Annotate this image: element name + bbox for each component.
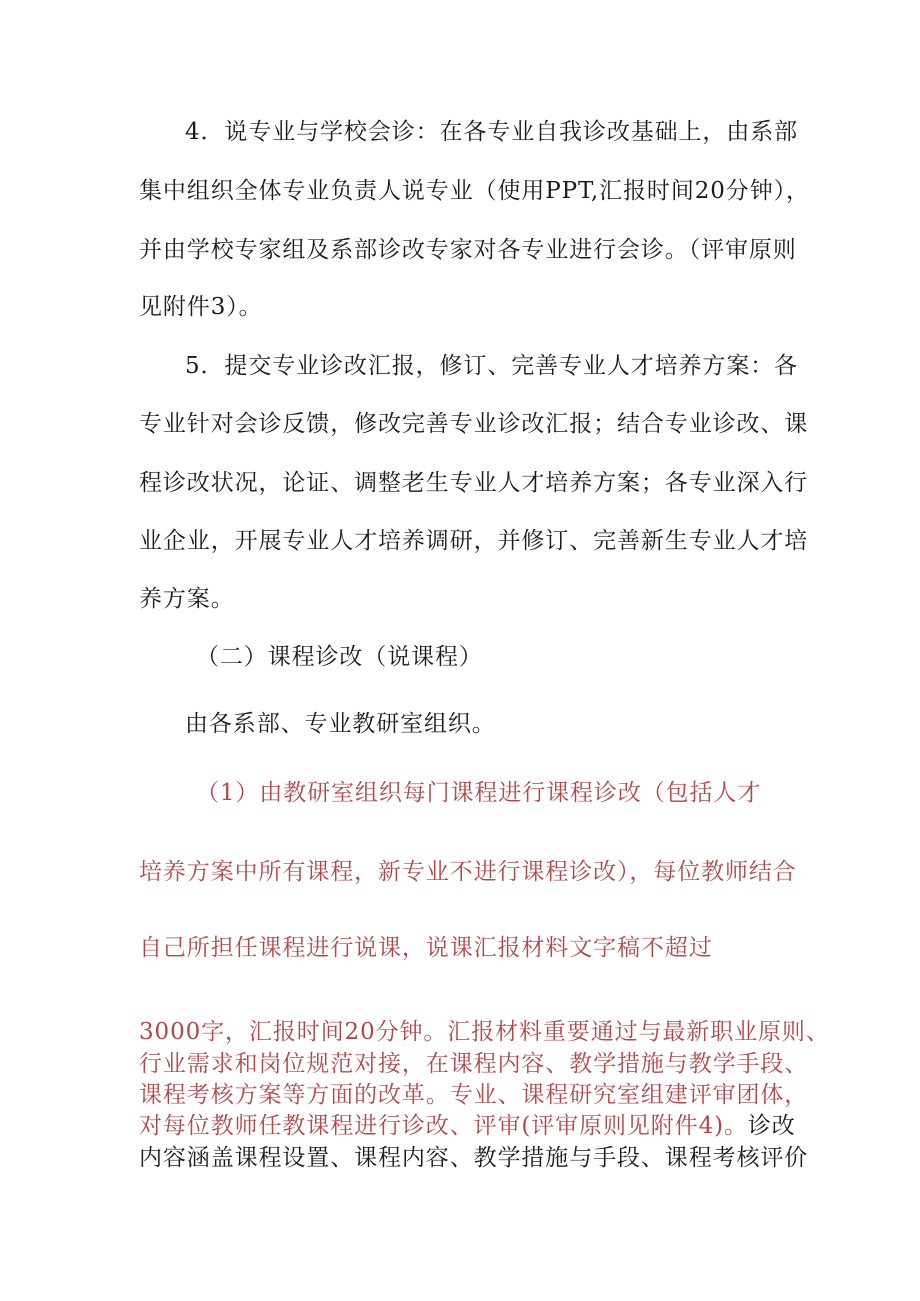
p5-line-3: 程诊改状况，论证、调整老生专业人才培养方案；各专业深入行 xyxy=(139,470,809,496)
item1-line-7-red: 对每位教师任教课程进行诊改、评审(评审原则见附件4)。 xyxy=(139,1113,748,1139)
item1-line-7-dark: 诊改 xyxy=(747,1113,796,1139)
item1-line-6: 课程考核方案等方面的改革。专业、课程研究室组建评审团体， xyxy=(139,1082,809,1108)
item1-line-8: 内容涵盖课程设置、课程内容、教学措施与手段、课程考核评价 xyxy=(139,1145,809,1171)
p4-line-3: 并由学校专家组及系部诊改专家对各专业进行会诊。（评审原则 xyxy=(139,237,797,263)
p4-line-1: 4．说专业与学校会诊：在各专业自我诊改基础上，由系部 xyxy=(185,119,799,145)
item1-line-3: 自己所担任课程进行说课，说课汇报材料文字稿不超过 xyxy=(139,935,713,961)
item1-line-4: 3000字，汇报时间20分钟。汇报材料重要通过与最新职业原则、 xyxy=(139,1019,830,1045)
p5-line-5: 养方案。 xyxy=(139,586,235,612)
p5-line-1: 5．提交专业诊改汇报，修订、完善专业人才培养方案：各 xyxy=(185,353,799,379)
p4-line-2: 集中组织全体专业负责人说专业（使用PPT,汇报时间20分钟）， xyxy=(139,178,810,204)
item1-line-1: （1）由教研室组织每门课程进行课程诊改（包括人才 xyxy=(196,780,762,806)
section-heading-course-diagnosis: （二）课程诊改（说课程） xyxy=(196,644,483,670)
p5-line-4: 业企业，开展专业人才培养调研，并修订、完善新生专业人才培 xyxy=(139,528,809,554)
p5-line-2: 专业针对会诊反馈，修改完善专业诊改汇报；结合专业诊改、课 xyxy=(139,411,809,437)
item1-line-5: 行业需求和岗位规范对接，在课程内容、教学措施与教学手段、 xyxy=(139,1051,809,1077)
item1-line-2: 培养方案中所有课程，新专业不进行课程诊改），每位教师结合 xyxy=(139,859,797,885)
p4-line-4: 见附件3）。 xyxy=(139,294,263,320)
organizer-line: 由各系部、专业教研室组织。 xyxy=(185,711,496,737)
item1-line-7 xyxy=(139,1113,796,1139)
